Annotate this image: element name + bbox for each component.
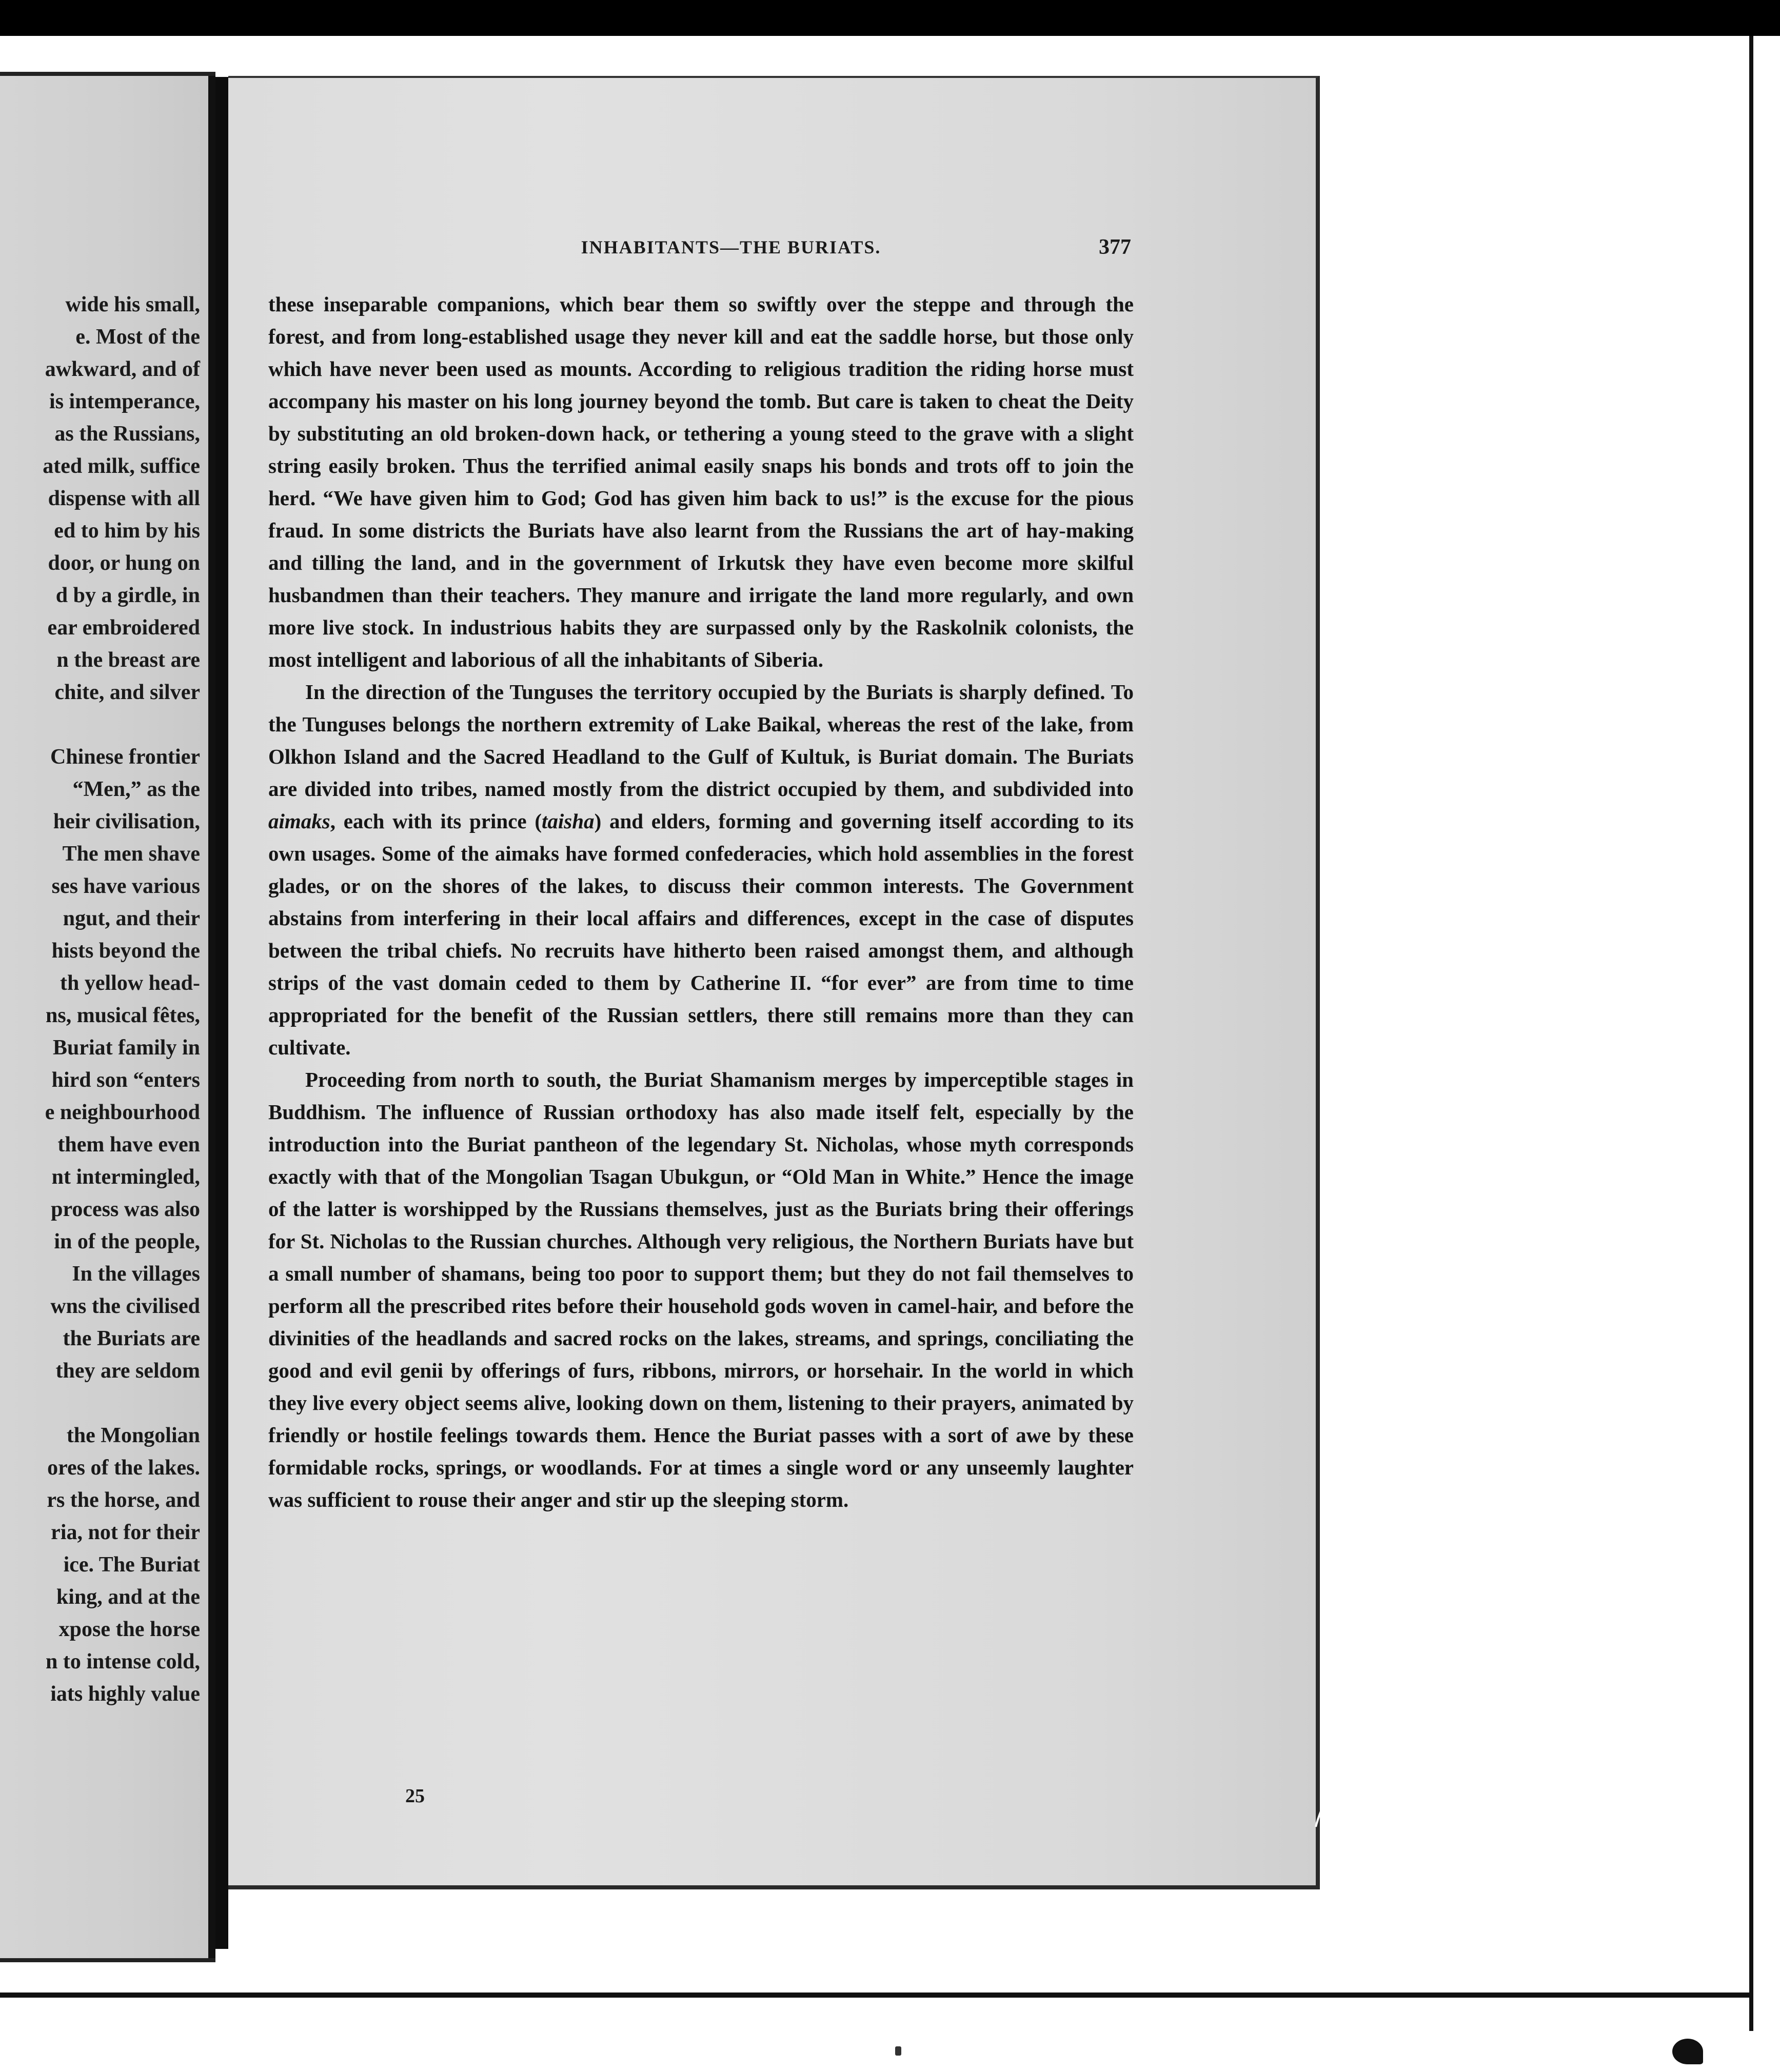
left-page-line: ses have various (51, 874, 200, 898)
left-page-line: them have even (57, 1133, 200, 1157)
left-page-line: ria, not for their (51, 1521, 200, 1544)
body-text (268, 288, 1134, 1516)
left-page-fragment (0, 72, 215, 1962)
left-page-line: Chinese frontier (50, 745, 200, 769)
left-page-line: process was also (51, 1198, 200, 1221)
running-head (228, 232, 1320, 263)
paragraph-2: In the direction of the Tunguses the territory occupied by the Buriats is sharply defined. To the Tunguses belongs the northern extremity of Lake Baikal, whereas the rest of the lake, from Olkhon Island and the Sacred Headland to the Gulf of Kultuk, is Buriat domain. The Buriats are divided into tribes, named mostly from the district occupied by them, and subdivided into aimaks, each with its prince (taisha) and elders, forming and governing itself according to its own usages. Some of the aimaks have formed confederacies, which hold assemblies in the forest glades, or on the shores of the lakes, to discuss their common interests. The Government abstains from interfering in their local affairs and differences, except in the case of disputes between the tribal chiefs. No recruits have hitherto been raised amongst them, and although strips of the vast domain ceded to them by Catherine II. “for ever” are from time to time appropriated for the benefit of the Russian settlers, there still remains more than they can cultivate. (268, 680, 1134, 1059)
left-page-line: e. Most of the (75, 325, 200, 349)
left-page-line: n to intense cold, (45, 1650, 200, 1673)
left-page-fold (208, 76, 215, 1958)
left-page-line: the Buriats are (63, 1327, 200, 1350)
left-page-line: rs the horse, and (47, 1488, 200, 1512)
left-page-line: th yellow head- (60, 971, 200, 995)
scan-right-border (1749, 36, 1753, 2031)
left-page-line: ed to him by his (54, 519, 200, 543)
left-page-line: wide his small, (65, 293, 200, 316)
paragraph-1: these inseparable companions, which bear them so swiftly over the steppe and through the forest, and from long-established usage they never kill and eat the saddle horse, but those only which have never been used as mounts. According to religious tradition the riding horse must accompany his master on his long journey beyond the tomb. But care is taken to cheat the Deity by substituting an old broken-down hack, or tethering a young steed to the grave with a slight string easily broken. Thus the terrified animal easily snaps his bonds and trots off to join the herd. “We have given him to God; God has given him back to us!” is the excuse for the pious fraud. In some districts the Buriats have also learnt from the Russians the art of hay-making and tilling the land, and in the government of Irkutsk they have even become more skilful husbandmen than their teachers. They manure and irrigate the land more regularly, and own more live stock. In industrious habits they are surpassed only by the Raskolnik colonists, the most intelligent and laborious of all the inhabitants of Siberia. (268, 292, 1134, 671)
left-page-line: ores of the lakes. (47, 1456, 200, 1480)
left-page-line: The men shave (62, 842, 200, 866)
left-page-line: king, and at the (56, 1585, 200, 1609)
left-page-line: is intemperance, (49, 390, 200, 413)
left-page-line: “Men,” as the (72, 778, 200, 801)
page-number: 377 (1099, 235, 1131, 259)
left-page-line: in of the people, (54, 1230, 200, 1253)
paragraph-3: Proceeding from north to south, the Buriat Shamanism merges by imperceptible stages in Buddhism. The influence of Russian orthodoxy has also made itself felt, especially by the introduction into the Buriat pantheon of the legendary St. Nicholas, whose myth corresponds exactly with that of the Mongolian Tsagan Ubukgun, or “Old Man in White.” Hence the image of the latter is worshipped by the Russians themselves, just as the Buriats bring their offerings for St. Nicholas to the Russian churches. Although very religious, the Northern Buriats have but a small number of shamans, being too poor to support them; but they do not fail themselves to perform all the prescribed rites before their household gods woven in camel-hair, and before the divinities of the headlands and sacred rocks on the lakes, streams, and springs, conciliating the good and evil genii by offerings of furs, ribbons, mirrors, or horsehair. In the world in which they live every object seems alive, looking down on them, listening to their prayers, animated by friendly or hostile feelings towards them. Hence the Buriat passes with a sort of awe by these formidable rocks, springs, or woodlands. For at times a single word or any unseemly laughter was sufficient to rouse their anger and stir up the sleeping storm. (268, 1068, 1134, 1511)
scan-bottom-border (0, 1993, 1752, 1998)
left-page-line: heir civilisation, (53, 810, 200, 833)
left-page-line: ated milk, suffice (43, 454, 200, 478)
left-page-line: ngut, and their (63, 907, 200, 930)
left-page-line: ice. The Buriat (63, 1553, 200, 1577)
left-page-line: nt intermingled, (51, 1165, 200, 1189)
left-page-line: iats highly value (50, 1682, 200, 1706)
left-page-line: d by a girdle, in (55, 584, 200, 607)
left-page-line: ns, musical fêtes, (46, 1004, 200, 1027)
left-page-line: they are seldom (55, 1359, 200, 1383)
signature-mark: 25 (405, 1785, 425, 1807)
book-gutter (215, 77, 228, 1949)
left-page-line: awkward, and of (45, 357, 200, 381)
scan-top-border (0, 0, 1780, 36)
scan-speck (895, 2046, 901, 2056)
left-page-line: Buriat family in (52, 1036, 200, 1060)
pencil-mark (1306, 1765, 1372, 1832)
left-page-line: door, or hung on (48, 551, 200, 575)
left-page-line: chite, and silver (54, 681, 200, 704)
running-title: INHABITANTS—THE BURIATS. (581, 237, 881, 257)
left-page-line: e neighbourhood (45, 1101, 200, 1124)
left-page-line: ear embroidered (47, 616, 200, 640)
left-page-line: hists beyond the (51, 939, 200, 963)
left-page-line: xpose the horse (58, 1618, 200, 1641)
left-page-line: In the villages (72, 1262, 200, 1286)
left-page-line: dispense with all (48, 487, 200, 510)
left-page-line: n the breast are (56, 648, 200, 672)
left-page-line: wns the civilised (50, 1294, 200, 1318)
scan-corner-mark (1672, 2039, 1703, 2064)
left-page-line: the Mongolian (66, 1424, 200, 1447)
left-page-line: as the Russians, (54, 422, 200, 446)
left-page-line: hird son “enters (51, 1068, 200, 1092)
right-page (228, 76, 1320, 1889)
